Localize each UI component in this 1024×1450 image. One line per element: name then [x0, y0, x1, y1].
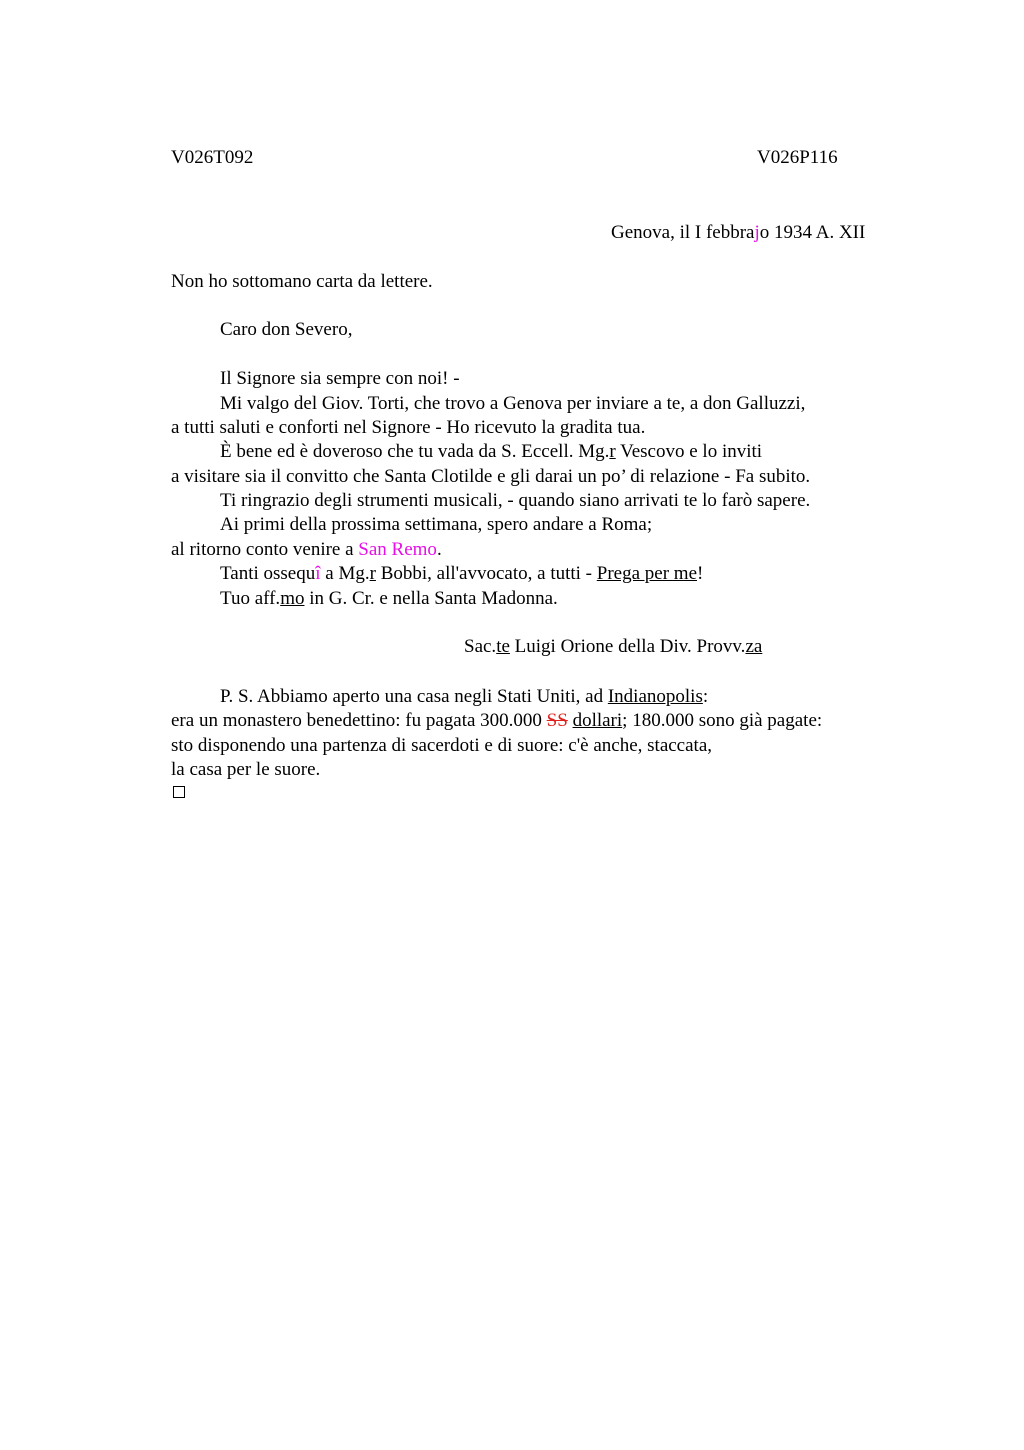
underlined-abbrev: r	[369, 563, 376, 584]
text-run: era un monastero benedettino: fu pagata 300.000	[171, 710, 547, 731]
text-run: Vescovo e lo inviti	[615, 441, 763, 462]
header-left-code: V026T092	[171, 147, 254, 168]
text-run: Tanti ossequ	[220, 563, 316, 584]
text-run: P. S. Abbiamo aperto una casa negli Stati Uniti, ad	[220, 686, 608, 707]
postscript-line	[220, 685, 708, 709]
end-marker-box	[173, 786, 185, 798]
text-run: Tuo aff.	[220, 588, 281, 609]
letter-date	[611, 221, 865, 245]
postscript-line	[171, 709, 822, 733]
underlined-phrase: Prega per me	[596, 563, 697, 584]
text-run: al ritorno conto venire a	[171, 539, 359, 560]
struck-text: SS	[546, 710, 568, 731]
text-run: Sac.	[464, 636, 497, 657]
body-line: Il Signore sia sempre con noi! -	[220, 368, 460, 389]
postscript-line: sto disponendo una partenza di sacerdoti e di suore: c'è anche, staccata,	[171, 735, 713, 756]
date-text: Genova, il I febbra	[611, 222, 755, 243]
text-run: in G. Cr. e nella Santa Madonna.	[304, 588, 558, 609]
body-line: Ai primi della prossima settimana, spero andare a Roma;	[220, 514, 653, 535]
salutation: Caro don Severo,	[220, 319, 353, 340]
signature	[464, 635, 762, 659]
date-highlight: j	[754, 222, 760, 243]
body-line: Mi valgo del Giov. Torti, che trovo a Genova per inviare a te, a don Galluzzi,	[220, 393, 806, 414]
text-run: ; 180.000 sono già pagate:	[622, 710, 823, 731]
text-run: :	[702, 686, 709, 707]
body-line: a tutti saluti e conforti nel Signore - Ho ricevuto la gradita tua.	[171, 417, 646, 438]
underlined-abbrev: te	[496, 636, 510, 657]
text-run: a Mg.	[320, 563, 370, 584]
body-line	[220, 440, 762, 464]
text-run: È bene ed è doveroso che tu vada da S. Eccell. Mg.	[220, 441, 610, 462]
underlined-abbrev: za	[745, 636, 763, 657]
highlighted-char: î	[315, 563, 321, 584]
preliminary-note: Non ho sottomano carta da lettere.	[171, 271, 433, 292]
text-run: .	[436, 539, 442, 560]
text-run: !	[697, 563, 704, 584]
header-right-code: V026P116	[757, 147, 838, 168]
text-run: Luigi Orione della Div. Provv.	[509, 636, 746, 657]
body-line: Ti ringrazio degli strumenti musicali, - quando siano arrivati te lo farò sapere.	[220, 490, 811, 511]
underlined-word: dollari	[572, 710, 623, 731]
highlighted-place: San Remo	[358, 539, 437, 560]
text-run: Bobbi, all'avvocato, a tutti -	[375, 563, 597, 584]
body-line	[171, 538, 442, 562]
underlined-place: Indianopolis	[607, 686, 703, 707]
underlined-abbrev: mo	[280, 588, 305, 609]
closing-line	[220, 587, 558, 611]
underlined-abbrev: r	[609, 441, 616, 462]
body-line: a visitare sia il convitto che Santa Clotilde e gli darai un po’ di relazione - Fa subito.	[171, 466, 811, 487]
date-text-end: o 1934 A. XII	[759, 222, 866, 243]
body-line	[220, 562, 703, 586]
postscript-line: la casa per le suore.	[171, 759, 321, 780]
